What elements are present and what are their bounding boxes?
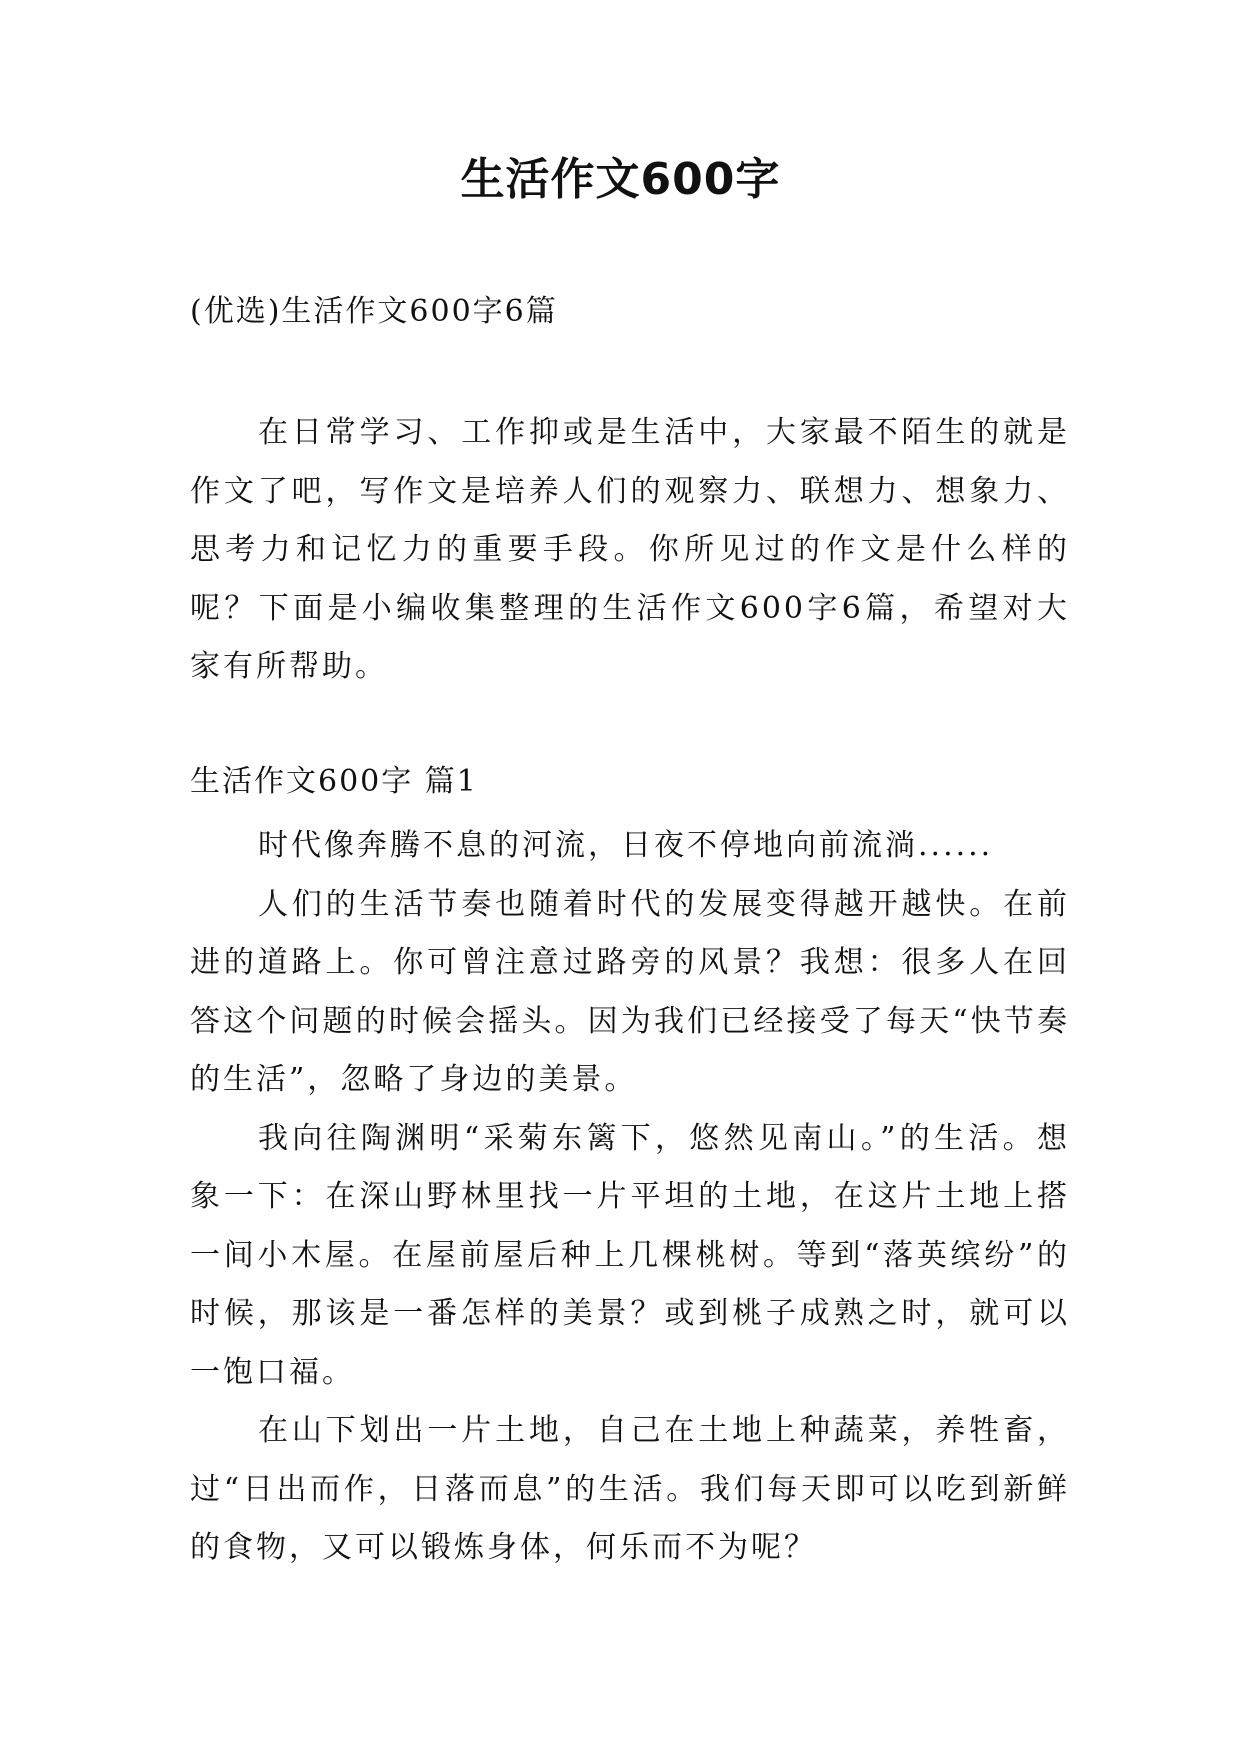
document-subtitle: (优选)生活作文600字6篇 xyxy=(190,294,558,329)
intro-paragraph: 在日常学习、工作抑或是生活中，大家最不陌生的就是作文了吧，写作文是培养人们的观察力、联想力、想象力、思考力和记忆力的重要手段。你所见过的作文是什么样的呢？下面是小编收集整理的生活作文600字6篇，希望对大家有所帮助。 xyxy=(190,415,1070,684)
essay-paragraph-1: 时代像奔腾不息的河流，日夜不停地向前流淌...... xyxy=(258,828,994,863)
essay-paragraph-4: 在山下划出一片土地，自己在土地上种蔬菜，养牲畜，过“日出而作，日落而息”的生活。我们每天即可以吃到新鲜的食物，又可以锻炼身体，何乐而不为呢？ xyxy=(190,1413,1070,1565)
document-title: 生活作文600字 xyxy=(460,154,781,205)
essay-body xyxy=(190,817,1070,1578)
essay-paragraph-3: 我向往陶渊明“采菊东篱下，悠然见南山。”的生活。想象一下：在深山野林里找一片平坦的土地，在这片土地上搭一间小木屋。在屋前屋后种上几棵桃树。等到“落英缤纷”的时候，那该是一番怎样的美景？或到桃子成熟之时，就可以一饱口福。 xyxy=(190,1120,1070,1390)
section-heading: 生活作文600字 篇1 xyxy=(190,764,478,799)
essay-paragraph-2: 人们的生活节奏也随着时代的发展变得越开越快。在前进的道路上。你可曾注意过路旁的风景？我想：很多人在回答这个问题的时候会摇头。因为我们已经接受了每天“快节奏的生活”，忽略了身边的美景。 xyxy=(190,886,1070,1097)
intro-block xyxy=(190,404,1070,697)
